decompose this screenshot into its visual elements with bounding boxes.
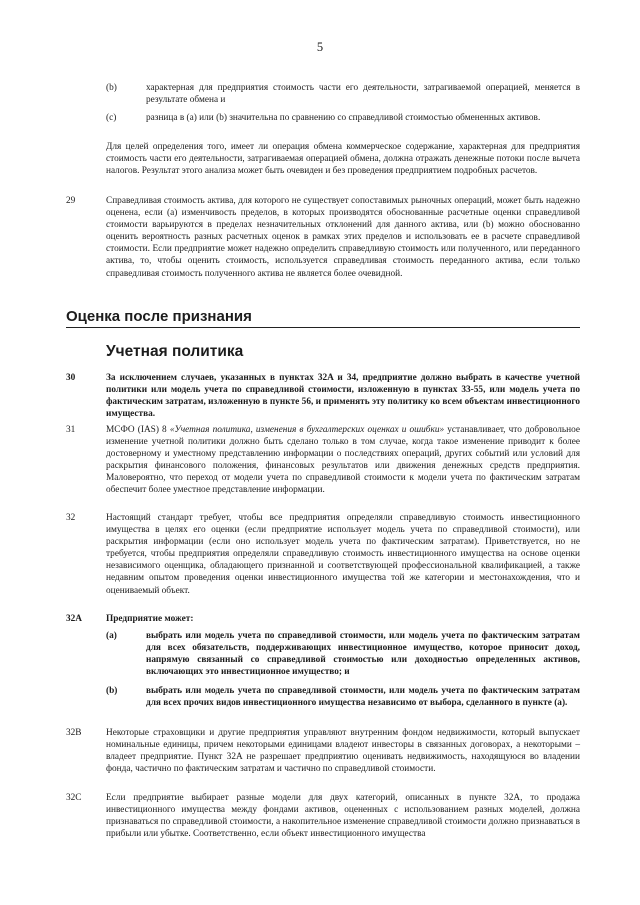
paragraph-32b: Некоторые страховщики и другие предприятия управляют внутренним фондом недвижимости, который выпускает номинальные единицы, причем некоторыми единицами владеют инвесторы в связанных договорах, а некоторыми – владеет предприятие. Пункт 32A не разрешает предприятию оценивать недвижимость, находящуюся во владении фонда, частично по фактическим затратам и частично по справедливой стоимости. (106, 728, 580, 775)
paragraph-32c: Если предприятие выбирает разные модели для двух категорий, описанных в пункте 32A, то продажа инвестиционного имущества между фондами активов, оцененных с использованием разных моделей, должна признаваться по справедливой стоимости, а накопительное изменение справедливой стоимости должно признаваться в прибыли или убытке. Соответственно, если объект инвестиционного имущества (106, 793, 580, 840)
list-marker-b: (b) (106, 83, 117, 93)
list-item-b: характерная для предприятия стоимость части его деятельности, затрагиваемой операцией, меняется в результате обмена и (146, 83, 580, 106)
paragraph-number-29: 29 (66, 196, 76, 206)
section-heading: Оценка после признания (66, 308, 252, 325)
standard-title-citation: «Учетная политика, изменения в бухгалтерских оценках и ошибки» (169, 425, 445, 435)
list-marker-32a-b: (b) (106, 686, 118, 696)
paragraph-31-lead: МСФО (IAS) 8 (106, 425, 170, 435)
section-heading-rule (66, 327, 580, 328)
page-number: 5 (316, 40, 324, 54)
paragraph-30: За исключением случаев, указанных в пунктах 32A и 34, предприятие должно выбрать в качестве учетной политики или модель учета по справедливой стоимости, изложенную в пунктах 33-55, или модель учета по фактическим затратам, изложенную в пункте 56, и применять эту политику ко всем объектам инвестиционного имущества. (106, 373, 580, 420)
paragraph-number-32c: 32C (66, 793, 82, 803)
paragraph-31-body: устанавливает, что добровольное изменение учетной политики должно быть сделано только в том случае, когда такое изменение приводит к более достоверному и уместному представлению информации о последствиях операций, других событий или условий для раскрытия финансового положения, финансовых результатов или движения денежных средств предприятия. Маловероятно, что переход от модели учета по справедливой стоимости к модели учета по фактическим затратам обеспечит более уместное представление информации. (106, 425, 580, 496)
paragraph-number-32a: 32A (66, 614, 83, 624)
list-item-c: разница в (a) или (b) значительна по сравнению со справедливой стоимостью обмененных активов. (146, 113, 541, 123)
paragraph-32a-lead: Предприятие может: (106, 614, 194, 624)
paragraph-number-32: 32 (66, 513, 76, 523)
paragraph-29: Справедливая стоимость актива, для которого не существует сопоставимых рыночных операций, может быть надежно оценена, если (a) изменчивость пределов, в которых производятся обоснованные расчетные оценки справедливой стоимости варьируются в пределах незначительных отклонений для данного актива, или (b) можно обоснованно оценить вероятность разных расчетных оценок в рамках этих пределов и использовать ее в расчете справедливой стоимости. Если предприятие может надежно определить справедливую стоимость или полученного, или переданного актива, то, чтобы оценить стоимость, используется справедливая стоимость переданного актива, если только справедливая стоимость полученного актива не является более очевидной. (106, 196, 580, 279)
list-item-32a-a: выбрать или модель учета по справедливой стоимости, или модель учета по фактическим затратам для всех обязательств, поддерживающих инвестиционное имущество, которое приносит доход, напрямую связанный со справедливой стоимостью или доходностью определенных активов, включающих это инвестиционное имущество; и (146, 631, 580, 678)
paragraph-32: Настоящий стандарт требует, чтобы все предприятия определяли справедливую стоимость инвестиционного имущества в целях его оценки (если предприятие использует модель учета по справедливой стоимости), или раскрытия информации (если оно использует модель учета по фактическим затратам). Приветствуется, но не требуется, чтобы предприятия определяли справедливую стоимость инвестиционного имущества на основе оценки независимого оценщика, обладающего признанной и соответствующей профессиональной квалификацией, а также недавним опытом проведения оценки инвестиционного имущества той же категории и местонахождения, что и оцениваемый объект. (106, 513, 580, 596)
paragraph-31 (106, 424, 580, 497)
list-item-32a-b: выбрать или модель учета по справедливой стоимости, или модель учета по фактическим затратам для всех прочих видов инвестиционного имущества независимо от выбора, сделанного в пункте (a). (146, 686, 580, 709)
subsection-heading: Учетная политика (106, 343, 244, 360)
paragraph-note: Для целей определения того, имеет ли операция обмена коммерческое содержание, характерная для предприятия стоимость части его деятельности, затрагиваемая операцией обмена, должна отражать денежные потоки после вычета налогов. Результат этого анализа может быть очевиден и без проведения предприятием подробных расчетов. (106, 142, 580, 177)
paragraph-number-30: 30 (66, 373, 76, 383)
paragraph-number-32b: 32B (66, 728, 82, 738)
list-marker-32a-a: (a) (106, 631, 117, 641)
paragraph-number-31: 31 (66, 425, 76, 435)
list-marker-c: (c) (106, 113, 117, 123)
